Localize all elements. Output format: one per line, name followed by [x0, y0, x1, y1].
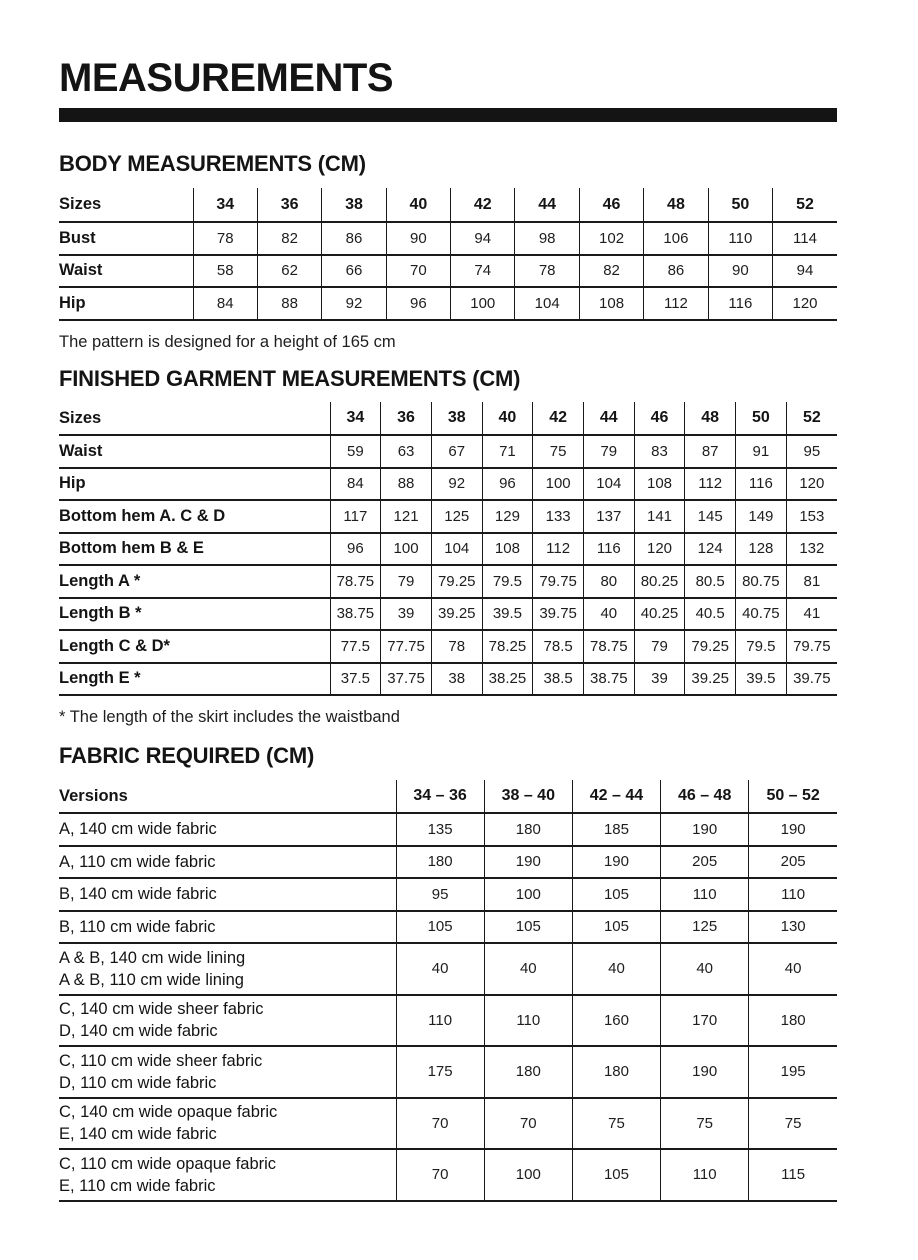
- table-cell: 80.75: [736, 565, 787, 598]
- table-cell: 160: [572, 995, 660, 1047]
- table-cell: 38.75: [583, 663, 634, 696]
- table-cell: 78.75: [330, 565, 381, 598]
- row-label-line: E, 110 cm wide fabric: [59, 1176, 216, 1195]
- table-cell: 96: [482, 468, 533, 501]
- table-cell: 79.75: [533, 565, 584, 598]
- table-cell: 37.5: [330, 663, 381, 696]
- table-cell: 78.5: [533, 630, 584, 663]
- table-cell: 90: [386, 222, 450, 255]
- size-header: 46: [634, 402, 685, 435]
- table-cell: 195: [749, 1046, 837, 1098]
- table-cell: 170: [661, 995, 749, 1047]
- table-cell: 190: [484, 846, 572, 879]
- table-cell: 39.25: [685, 663, 736, 696]
- table-cell: 153: [786, 500, 837, 533]
- table-cell: 94: [451, 222, 515, 255]
- table-cell: 128: [736, 533, 787, 566]
- table-cell: 79: [583, 435, 634, 468]
- row-label-line: B, 110 cm wide fabric: [59, 917, 216, 936]
- table-cell: 112: [685, 468, 736, 501]
- table-row: [59, 255, 837, 288]
- table-cell: 135: [396, 813, 484, 846]
- table-cell: 81: [786, 565, 837, 598]
- table-cell: 79: [634, 630, 685, 663]
- title-divider: [59, 108, 837, 122]
- row-label-line: A, 110 cm wide fabric: [59, 852, 216, 871]
- table-cell: 79.5: [482, 565, 533, 598]
- row-label: Waist: [59, 435, 330, 468]
- size-header: 44: [515, 188, 579, 222]
- table-cell: 67: [431, 435, 482, 468]
- row-label: Length A *: [59, 565, 330, 598]
- table-cell: 190: [749, 813, 837, 846]
- table-cell: 38: [431, 663, 482, 696]
- row-label: Bust: [59, 222, 193, 255]
- size-header: 40: [482, 402, 533, 435]
- table-cell: 87: [685, 435, 736, 468]
- table-cell: 100: [451, 287, 515, 320]
- size-header: 36: [257, 188, 321, 222]
- table-cell: 40: [572, 943, 660, 995]
- header-row: [59, 780, 837, 813]
- table-cell: 108: [634, 468, 685, 501]
- table-cell: 84: [330, 468, 381, 501]
- table-cell: 58: [193, 255, 257, 288]
- table-cell: 112: [644, 287, 708, 320]
- size-header: 52: [786, 402, 837, 435]
- table-cell: 78: [515, 255, 579, 288]
- table-cell: 205: [749, 846, 837, 879]
- table-row: [59, 943, 837, 995]
- table-cell: 63: [381, 435, 432, 468]
- table-row: [59, 222, 837, 255]
- table-cell: 137: [583, 500, 634, 533]
- height-note: The pattern is designed for a height of 165 cm: [59, 333, 396, 351]
- table-cell: 120: [634, 533, 685, 566]
- table-row: [59, 565, 837, 598]
- table-cell: 116: [583, 533, 634, 566]
- table-cell: 149: [736, 500, 787, 533]
- table-cell: 190: [661, 813, 749, 846]
- fabric-required-table: [59, 780, 837, 1202]
- size-header: 42 – 44: [572, 780, 660, 813]
- table-cell: 133: [533, 500, 584, 533]
- table-cell: 114: [773, 222, 837, 255]
- table-cell: 39.75: [786, 663, 837, 696]
- table-cell: 180: [484, 813, 572, 846]
- table-cell: 70: [386, 255, 450, 288]
- row-label: Bottom hem A. C & D: [59, 500, 330, 533]
- table-cell: 110: [396, 995, 484, 1047]
- table-cell: 96: [386, 287, 450, 320]
- table-cell: 92: [322, 287, 386, 320]
- table-cell: 95: [396, 878, 484, 911]
- table-cell: 96: [330, 533, 381, 566]
- table-cell: 110: [484, 995, 572, 1047]
- table-row: [59, 911, 837, 944]
- size-header: 46 – 48: [661, 780, 749, 813]
- table-cell: 94: [773, 255, 837, 288]
- table-cell: 39.25: [431, 598, 482, 631]
- table-cell: 190: [661, 1046, 749, 1098]
- table-cell: 110: [749, 878, 837, 911]
- table-cell: 105: [396, 911, 484, 944]
- table-cell: 78: [431, 630, 482, 663]
- table-cell: 62: [257, 255, 321, 288]
- table-cell: 105: [572, 1149, 660, 1201]
- table-cell: 40: [583, 598, 634, 631]
- header-label: Versions: [59, 780, 396, 813]
- table-cell: 110: [661, 1149, 749, 1201]
- size-header: 34 – 36: [396, 780, 484, 813]
- table-row: [59, 813, 837, 846]
- table-cell: 98: [515, 222, 579, 255]
- row-label-line: B, 140 cm wide fabric: [59, 885, 217, 904]
- table-cell: 112: [533, 533, 584, 566]
- row-label: Length B *: [59, 598, 330, 631]
- size-header: 42: [533, 402, 584, 435]
- row-label-line: C, 140 cm wide sheer fabric: [59, 1000, 264, 1019]
- size-header: 34: [330, 402, 381, 435]
- table-cell: 120: [773, 287, 837, 320]
- table-cell: 105: [484, 911, 572, 944]
- row-label: [59, 1098, 396, 1150]
- table-cell: 141: [634, 500, 685, 533]
- table-cell: 180: [484, 1046, 572, 1098]
- table-row: [59, 878, 837, 911]
- row-label: [59, 943, 396, 995]
- table-cell: 70: [396, 1098, 484, 1150]
- row-label-line: C, 110 cm wide opaque fabric: [59, 1154, 277, 1173]
- table-cell: 78.25: [482, 630, 533, 663]
- table-cell: 40.75: [736, 598, 787, 631]
- table-cell: 129: [482, 500, 533, 533]
- table-cell: 79: [381, 565, 432, 598]
- size-header: 38: [322, 188, 386, 222]
- table-cell: 116: [736, 468, 787, 501]
- table-row: [59, 1098, 837, 1150]
- table-cell: 88: [381, 468, 432, 501]
- table-cell: 70: [396, 1149, 484, 1201]
- row-label: [59, 1149, 396, 1201]
- table-cell: 95: [786, 435, 837, 468]
- table-cell: 74: [451, 255, 515, 288]
- table-cell: 70: [484, 1098, 572, 1150]
- table-cell: 115: [749, 1149, 837, 1201]
- table-cell: 79.25: [431, 565, 482, 598]
- table-cell: 125: [431, 500, 482, 533]
- row-label: Hip: [59, 287, 193, 320]
- table-cell: 125: [661, 911, 749, 944]
- size-header: 42: [451, 188, 515, 222]
- table-cell: 130: [749, 911, 837, 944]
- table-cell: 86: [644, 255, 708, 288]
- table-cell: 75: [533, 435, 584, 468]
- body-measurements-title: BODY MEASUREMENTS (CM): [59, 151, 366, 176]
- table-cell: 78: [193, 222, 257, 255]
- table-cell: 110: [708, 222, 772, 255]
- table-cell: 110: [661, 878, 749, 911]
- table-cell: 90: [708, 255, 772, 288]
- table-cell: 75: [572, 1098, 660, 1150]
- table-cell: 77.75: [381, 630, 432, 663]
- table-cell: 104: [431, 533, 482, 566]
- table-cell: 132: [786, 533, 837, 566]
- size-header: 50: [736, 402, 787, 435]
- row-label: Length C & D*: [59, 630, 330, 663]
- table-row: [59, 846, 837, 879]
- table-cell: 108: [482, 533, 533, 566]
- table-cell: 80.5: [685, 565, 736, 598]
- header-label: Sizes: [59, 188, 193, 222]
- table-cell: 40.5: [685, 598, 736, 631]
- table-cell: 102: [579, 222, 643, 255]
- table-cell: 124: [685, 533, 736, 566]
- table-cell: 105: [572, 911, 660, 944]
- size-header: 38 – 40: [484, 780, 572, 813]
- table-cell: 100: [484, 1149, 572, 1201]
- row-label: Hip: [59, 468, 330, 501]
- row-label: [59, 846, 396, 879]
- row-label: Bottom hem B & E: [59, 533, 330, 566]
- table-cell: 39.75: [533, 598, 584, 631]
- table-cell: 175: [396, 1046, 484, 1098]
- size-header: 48: [644, 188, 708, 222]
- header-row: [59, 402, 837, 435]
- table-cell: 37.75: [381, 663, 432, 696]
- table-cell: 38.5: [533, 663, 584, 696]
- size-header: 52: [773, 188, 837, 222]
- table-cell: 82: [257, 222, 321, 255]
- table-cell: 39.5: [482, 598, 533, 631]
- size-header: 50 – 52: [749, 780, 837, 813]
- table-cell: 180: [749, 995, 837, 1047]
- table-cell: 100: [533, 468, 584, 501]
- table-cell: 40: [396, 943, 484, 995]
- table-cell: 79.5: [736, 630, 787, 663]
- table-row: [59, 995, 837, 1047]
- size-header: 50: [708, 188, 772, 222]
- size-header: 38: [431, 402, 482, 435]
- size-header: 34: [193, 188, 257, 222]
- row-label-line: D, 110 cm wide fabric: [59, 1073, 217, 1092]
- table-cell: 66: [322, 255, 386, 288]
- table-cell: 38.75: [330, 598, 381, 631]
- table-cell: 79.25: [685, 630, 736, 663]
- table-cell: 180: [396, 846, 484, 879]
- table-row: [59, 533, 837, 566]
- row-label-line: D, 140 cm wide fabric: [59, 1022, 218, 1041]
- table-cell: 59: [330, 435, 381, 468]
- table-cell: 100: [484, 878, 572, 911]
- table-cell: 77.5: [330, 630, 381, 663]
- table-cell: 39: [634, 663, 685, 696]
- table-cell: 92: [431, 468, 482, 501]
- table-cell: 79.75: [786, 630, 837, 663]
- row-label-line: A & B, 140 cm wide lining: [59, 948, 246, 967]
- table-cell: 106: [644, 222, 708, 255]
- waistband-note: * The length of the skirt includes the waistband: [59, 708, 400, 726]
- header-label: Sizes: [59, 402, 330, 435]
- table-cell: 86: [322, 222, 386, 255]
- table-cell: 180: [572, 1046, 660, 1098]
- table-cell: 71: [482, 435, 533, 468]
- size-header: 40: [386, 188, 450, 222]
- size-header: 44: [583, 402, 634, 435]
- table-cell: 78.75: [583, 630, 634, 663]
- table-row: [59, 435, 837, 468]
- table-cell: 117: [330, 500, 381, 533]
- table-cell: 83: [634, 435, 685, 468]
- size-header: 46: [579, 188, 643, 222]
- table-row: [59, 598, 837, 631]
- table-cell: 75: [661, 1098, 749, 1150]
- table-cell: 82: [579, 255, 643, 288]
- table-cell: 190: [572, 846, 660, 879]
- table-cell: 40.25: [634, 598, 685, 631]
- table-cell: 121: [381, 500, 432, 533]
- finished-garment-title: FINISHED GARMENT MEASUREMENTS (CM): [59, 366, 521, 391]
- table-row: [59, 500, 837, 533]
- row-label: Length E *: [59, 663, 330, 696]
- fabric-required-title: FABRIC REQUIRED (CM): [59, 743, 315, 768]
- header-row: [59, 188, 837, 222]
- table-cell: 80: [583, 565, 634, 598]
- table-cell: 104: [515, 287, 579, 320]
- table-row: [59, 630, 837, 663]
- row-label: [59, 911, 396, 944]
- table-cell: 40: [661, 943, 749, 995]
- row-label-line: C, 110 cm wide sheer fabric: [59, 1051, 263, 1070]
- table-cell: 38.25: [482, 663, 533, 696]
- row-label-line: A & B, 110 cm wide lining: [59, 970, 244, 989]
- row-label: Waist: [59, 255, 193, 288]
- table-cell: 40: [749, 943, 837, 995]
- row-label-line: E, 140 cm wide fabric: [59, 1125, 217, 1144]
- table-cell: 39.5: [736, 663, 787, 696]
- table-cell: 91: [736, 435, 787, 468]
- table-cell: 120: [786, 468, 837, 501]
- table-cell: 80.25: [634, 565, 685, 598]
- table-cell: 75: [749, 1098, 837, 1150]
- finished-garment-table: [59, 402, 837, 696]
- table-cell: 185: [572, 813, 660, 846]
- row-label: [59, 1046, 396, 1098]
- table-cell: 105: [572, 878, 660, 911]
- body-measurements-table: [59, 188, 837, 321]
- row-label-line: A, 140 cm wide fabric: [59, 820, 217, 839]
- table-row: [59, 1046, 837, 1098]
- table-cell: 116: [708, 287, 772, 320]
- table-row: [59, 1149, 837, 1201]
- size-header: 36: [381, 402, 432, 435]
- table-row: [59, 468, 837, 501]
- table-cell: 100: [381, 533, 432, 566]
- size-header: 48: [685, 402, 736, 435]
- table-cell: 145: [685, 500, 736, 533]
- row-label: [59, 813, 396, 846]
- row-label: [59, 995, 396, 1047]
- table-cell: 39: [381, 598, 432, 631]
- table-cell: 88: [257, 287, 321, 320]
- table-cell: 84: [193, 287, 257, 320]
- table-cell: 205: [661, 846, 749, 879]
- table-cell: 104: [583, 468, 634, 501]
- table-row: [59, 287, 837, 320]
- table-row: [59, 663, 837, 696]
- table-cell: 108: [579, 287, 643, 320]
- table-cell: 41: [786, 598, 837, 631]
- row-label: [59, 878, 396, 911]
- row-label-line: C, 140 cm wide opaque fabric: [59, 1103, 278, 1122]
- table-cell: 40: [484, 943, 572, 995]
- page-title: MEASUREMENTS: [59, 56, 394, 100]
